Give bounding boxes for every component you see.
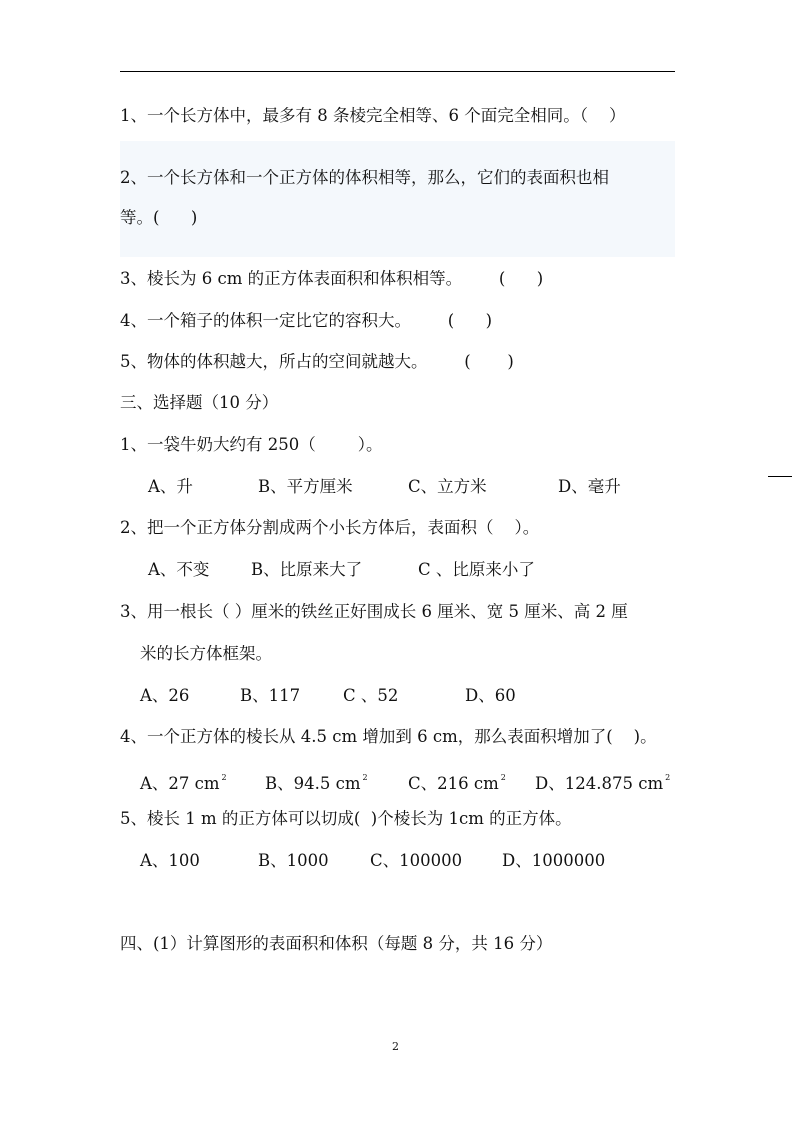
choice-3-option-c: C 、52 — [343, 686, 399, 705]
squared-superscript: 2 — [665, 773, 671, 782]
choice-4-option-a: A、27 cm $^2$ — [140, 773, 227, 793]
choice-2-option-c: C 、比原来小了 — [418, 560, 535, 579]
judge-question-4: 4、一个箱子的体积一定比它的容积大。 ( ) — [120, 311, 493, 330]
choice-1-option-c: C、立方米 — [408, 477, 487, 496]
judge-question-2-line-1: 2、一个长方体和一个正方体的体积相等，那么，它们的表面积也相 — [120, 168, 609, 187]
judge-question-3: 3、棱长为 6 cm 的正方体表面积和体积相等。 ( ) — [120, 269, 544, 288]
choice-section-heading: 三、选择题（10 分） — [120, 393, 279, 412]
choice-question-3-line-2: 米的长方体框架。 — [140, 644, 272, 663]
choice-1-option-a: A、升 — [148, 477, 193, 496]
choice-question-5: 5、棱长 1 m 的正方体可以切成( )个棱长为 1cm 的正方体。 — [120, 809, 572, 828]
choice-question-1: 1、一袋牛奶大约有 250（ ）。 — [120, 435, 383, 454]
squared-superscript: 2 — [500, 773, 506, 782]
highlight-region — [120, 141, 675, 257]
choice-5-option-d: D、1000000 — [502, 851, 606, 870]
choice-question-2: 2、把一个正方体分割成两个小长方体后，表面积（ ）。 — [120, 518, 540, 537]
choice-2-option-a: A、不变 — [148, 560, 210, 579]
header-rule — [120, 71, 675, 72]
squared-superscript: 2 — [221, 773, 227, 782]
choice-question-3-line-1: 3、用一根长（ ）厘米的铁丝正好围成长 6 厘米、宽 5 厘米、高 2 厘 — [120, 602, 628, 621]
choice-3-option-b: B、117 — [240, 686, 301, 705]
choice-4-option-b: B、94.5 cm $^2$ — [265, 773, 368, 793]
choice-question-4: 4、一个正方体的棱长从 4.5 cm 增加到 6 cm，那么表面积增加了( )。 — [120, 727, 657, 746]
choice-1-option-d: D、毫升 — [558, 477, 621, 496]
margin-mark — [768, 476, 792, 477]
choice-3-option-d: D、60 — [465, 686, 516, 705]
page-number: 2 — [392, 1040, 399, 1053]
choice-5-option-b: B、1000 — [258, 851, 329, 870]
choice-4-option-d: D、124.875 cm $^2$ — [535, 773, 671, 793]
choice-5-option-a: A、100 — [140, 851, 200, 870]
choice-1-option-b: B、平方厘米 — [258, 477, 353, 496]
choice-4-option-c: C、216 cm $^2$ — [408, 773, 506, 793]
squared-superscript: 2 — [362, 773, 368, 782]
calc-section-heading: 四、(1）计算图形的表面积和体积（每题 8 分，共 16 分） — [120, 934, 553, 953]
judge-question-2-line-2: 等。( ) — [120, 208, 198, 227]
judge-question-5: 5、物体的体积越大，所占的空间就越大。 ( ) — [120, 352, 514, 371]
choice-2-option-b: B、比原来大了 — [251, 560, 363, 579]
judge-question-1: 1、一个长方体中，最多有 8 条棱完全相等、6 个面完全相同。（ ） — [120, 106, 626, 125]
choice-5-option-c: C、100000 — [370, 851, 463, 870]
choice-3-option-a: A、26 — [140, 686, 190, 705]
